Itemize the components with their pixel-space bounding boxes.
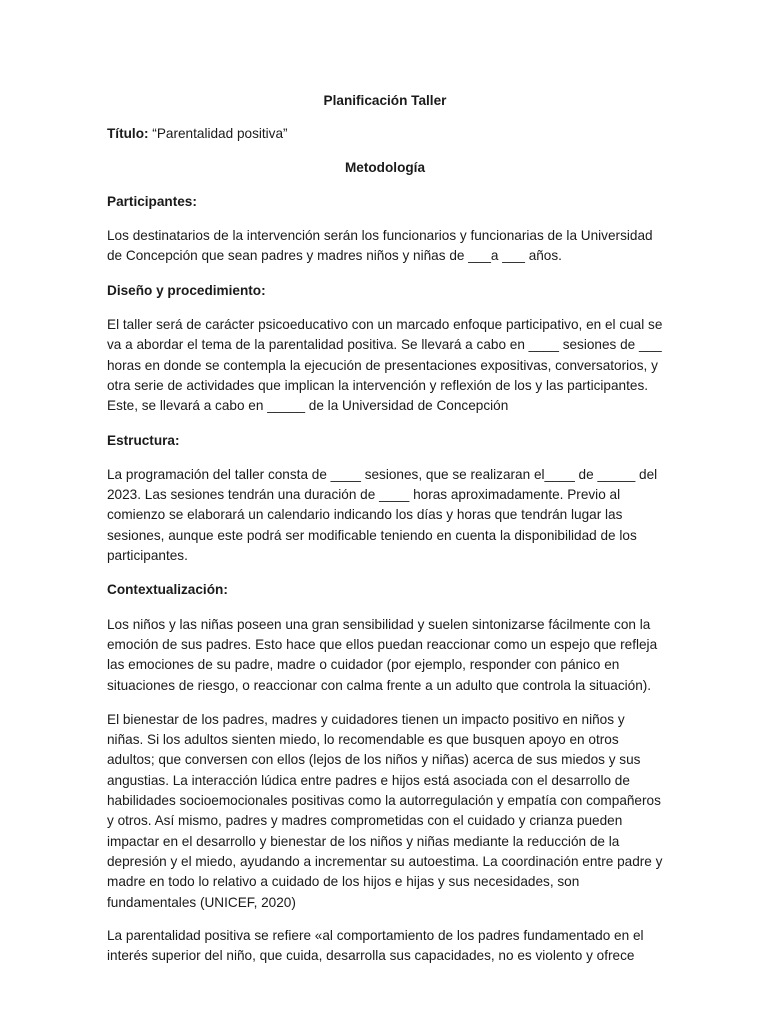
diseno-text: El taller será de carácter psicoeducativo con un marcado enfoque participativo, en el cual se va a abordar el tema de la parentalidad positiva. Se llevará a cabo en ____ sesiones de ___ horas en donde se contempla la ejecución de presentaciones expositivas, conversatorios, y otra serie de actividades que implican la intervención y reflexión de los y las participantes. Este, se llevará a cabo en _____ de la Universidad de Concepción bbox=[107, 317, 663, 414]
titulo-line bbox=[107, 124, 663, 144]
contextualizacion-paragraph-3: La parentalidad positiva se refiere «al comportamiento de los padres fundamentado en el interés superior del niño, que cuida, desarrolla sus capacidades, no es violento y ofrece bbox=[107, 927, 644, 964]
titulo-value: “Parentalidad positiva” bbox=[148, 126, 288, 142]
diseno-heading: Diseño y procedimiento: bbox=[107, 282, 266, 298]
contextualizacion-paragraph-1: Los niños y las niñas poseen una gran sensibilidad y suelen sintonizarse fácilmente con la emoción de sus padres. Esto hace que ellos puedan reaccionar como un espejo que refleja las emociones de su padre, madre o cuidador (por ejemplo, responder con pánico en situaciones de riesgo, o reaccionar con calma frente a un adulto que controla la situación). bbox=[107, 616, 658, 693]
titulo-label: Título: bbox=[107, 126, 149, 142]
estructura-text: La programación del taller consta de ____ sesiones, que se realizaran el____ de _____ del 2023. Las sesiones tendrán una duración de ____ horas aproximadamente. Previo al comienzo se elaborará un calendario indicando los días y horas que tendrán lugar las sesiones, aunque este podrá ser modificable teniendo en cuenta la disponibilidad de los participantes. bbox=[107, 466, 658, 564]
contextualizacion-paragraph-2: El bienestar de los padres, madres y cuidadores tienen un impacto positivo en niños y niñas. Si los adultos sienten miedo, lo recomendable es que busquen apoyo en otros adultos; que conversen con ellos (lejos de los niños y niñas) acerca de sus miedos y sus angustias. La interacción lúdica entre padres e hijos está asociada con el desarrollo de habilidades socioemocionales positivas como la autorregulación y empatía con compañeros y otros. Así mismo, padres y madres comprometidas con el cuidado y crianza pueden impactar en el desarrollo y bienestar de los niños y niñas mediante la reducción de la depresión y el miedo, ayudando a incrementar su autoestima. La coordinación entre padre y madre en todo lo relativo a cuidado de los hijos e hijas y sus necesidades, son fundamentales (UNICEF, 2020) bbox=[107, 711, 663, 910]
document-title: Planificación Taller bbox=[323, 93, 447, 108]
participantes-text: Los destinatarios de la intervención serán los funcionarios y funcionarias de la Universidad de Concepción que sean padres y madres niños y niñas de ___a ___ años. bbox=[107, 228, 653, 264]
contextualizacion-heading: Contextualización: bbox=[107, 582, 228, 598]
metodologia-heading: Metodología bbox=[344, 159, 426, 175]
participantes-heading: Participantes: bbox=[107, 193, 197, 209]
document-body bbox=[107, 91, 663, 966]
estructura-heading: Estructura: bbox=[107, 432, 180, 448]
